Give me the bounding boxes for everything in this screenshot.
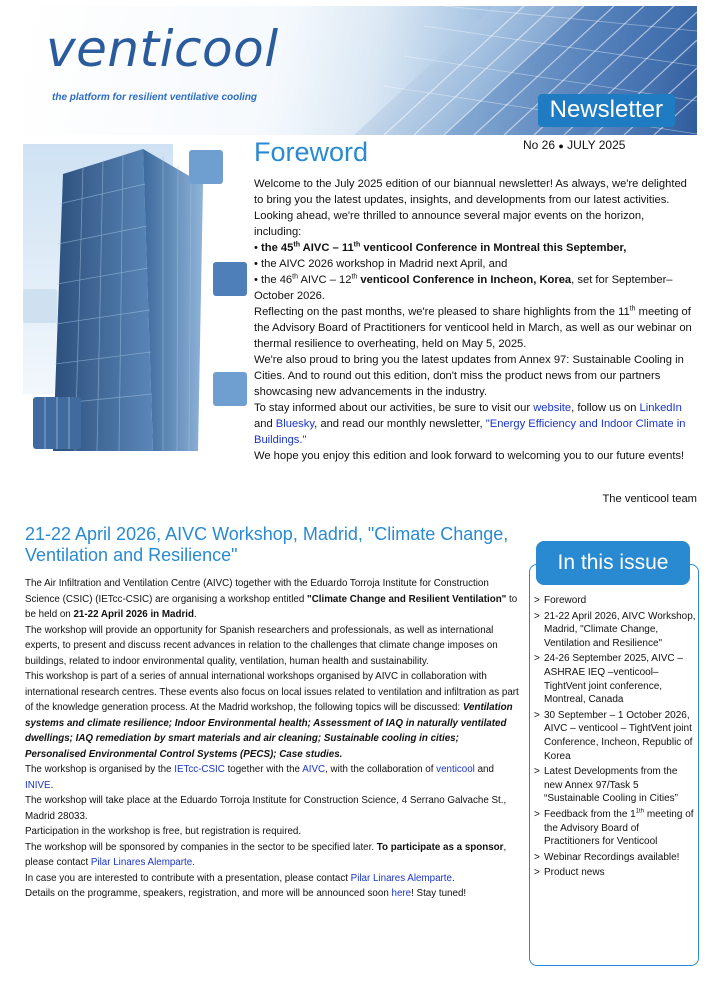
text: to be held on [25,593,518,620]
issue-bullet: ● [558,141,564,151]
text: Reflecting on the past months, we're pleased to share highlights from the 11 [254,306,630,318]
ordinal: th [353,241,361,249]
linkedin-link[interactable]: LinkedIn [639,402,682,414]
event-text: the 45 [261,242,294,254]
toc-item[interactable] [534,652,696,706]
ordinal: th [292,273,298,281]
bullet: • [254,242,262,254]
details-here-link[interactable]: here [391,888,412,899]
toc-item[interactable] [534,594,696,608]
foreword-reflection [254,304,694,352]
website-link[interactable]: website [533,402,572,414]
contact-presentation-link[interactable]: Pilar Linares Alemparte [350,872,452,884]
bluesky-link[interactable]: Bluesky [275,418,315,430]
workshop-para [25,669,522,762]
foreword-intro: Welcome to the July 2025 edition of our biannual newsletter! As always, we're delighted to bring you the latest updates, insights, and developments from our latest activities. Looking ahead, we're thrilled to announce several major events on the horizon, including: [254,178,687,238]
toc-item-label: 21-22 April 2026, AIVC Workshop, Madrid, "Climate Change, Ventilation and Resilience" [544,610,696,649]
text: meeting of the Advisory Board of Practitioners for Venticool [544,808,694,848]
event-text: the 46 [261,274,293,286]
toc-item[interactable] [534,765,696,806]
workshop-para: The workshop will provide an opportunity for Spanish researchers and professionals, as well as international experts, to present and discuss recent advances in relation to the challenges that climate change imposes on buildings, related to indoor environmental quality, ventilation, human health and sustainability. [25,624,498,667]
workshop-para [25,886,522,902]
text: This workshop is part of a series of annual international workshops organised by AIVC in collaboration with international research centres. These events also focus on local issues related to ventilation and infiltration as part of the knowledge generation process. At the Madrid workshop, the following topics will be discussed: [25,671,519,713]
text: , with the collaboration of [325,764,437,775]
skyscrapers-photo [23,144,247,451]
chevron-right-icon: > [534,709,540,721]
ietcc-csic-link[interactable]: IETcc-CSIC [174,764,225,775]
toc-item-label: Product news [544,867,605,879]
text: , follow us on [571,402,640,414]
sponsor-text: To participate as a sponsor [376,841,504,853]
workshop-para [25,871,522,887]
foreword-annex: We're also proud to bring you the latest updates from Annex 97: Sustainable Cooling in Cities. And to round out this edition, don't miss the product news from our partners showcasing new advancements in the industry. [254,354,684,398]
event-text: AIVC – 11 [299,242,354,254]
text: To stay informed about our activities, be sure to visit our [254,402,534,414]
text: The workshop will be sponsored by companies in the sector to be specified later. [25,841,377,853]
text: meeting of the Advisory Board of Practitioners for venticool held in March, as well as our webinar on thermal resilience to overheating, held on May 5, 2025. [254,306,692,350]
text: . [192,857,195,868]
event-text: venticool Conference in Montreal this September [360,242,624,254]
text: . [50,779,54,791]
foreword-closing: We hope you enjoy this edition and look forward to welcoming you to our future events! [254,450,685,462]
venticool-logo: venticool [46,20,279,78]
chevron-right-icon: > [534,653,540,665]
bullet: • [254,274,262,286]
text: . [451,872,455,884]
foreword-heading: Foreword [254,137,369,167]
chevron-right-icon: > [534,867,540,879]
text: and [254,418,276,430]
chevron-right-icon: > [534,851,540,863]
foreword-body [254,176,694,464]
workshop-para: Participation in the workshop is free, but registration is required. [25,826,302,837]
workshop-topics: Ventilation systems and climate resilience; Indoor Environmental health; Assessment of IAQ in naturally ventilated dwellings; IAQ remediation by smart materials and air cleaning; Sustainable cooling in cities; Personalised Environmental Control Systems (PECS); Case studies. [25,702,513,760]
aivc-link[interactable]: AIVC [302,764,326,775]
ordinal: th [293,241,300,249]
toc-item-label: 30 September – 1 October 2026, AIVC – venticool – TightVent joint Conference, Incheon, Republic of Korea [544,709,693,762]
text: , please contact [25,841,507,868]
event-montreal [254,240,694,256]
chevron-right-icon: > [534,808,540,820]
ordinal: 1th [635,808,645,815]
toc-item-label: 24-26 September 2025, AIVC – ASHRAE IEQ –venticool– TightVent joint conference, Montreal, Canada [544,653,683,706]
text: The Air Infiltration and Ventilation Centre (AIVC) together with the Eduardo Torroja Institute for Construction Science (CSIC) (IETcc-CSIC) are organising a workshop entitled [25,578,489,605]
event-text: , set for September–October 2026. [254,274,673,302]
text: , and read our monthly newsletter, [314,418,486,430]
text: In case you are interested to contribute with a presentation, please contact [25,872,351,884]
contact-sponsor-link[interactable]: Pilar Linares Alemparte [90,857,193,868]
issue-number [523,138,625,152]
chevron-right-icon: > [534,595,540,606]
toc-item[interactable] [534,610,696,651]
text: together with the [224,764,303,775]
bullet: • [254,258,262,270]
event-text: the AIVC 2026 workshop in Madrid next April, and [261,258,508,270]
event-text: venticool Conference in Incheon, Korea [357,274,572,286]
in-this-issue-list [534,594,696,882]
toc-item-label: Webinar Recordings available! [544,851,680,863]
text: . [194,609,197,620]
venticool-link[interactable]: venticool [436,764,475,775]
monthly-newsletter-link[interactable]: "Energy Efficiency and Indoor Climate in Buildings." [254,418,686,446]
inive-link[interactable]: INIVE [25,779,51,791]
toc-item[interactable] [534,709,696,763]
text: The workshop is organised by the [25,764,175,775]
issue-no: No 26 [523,138,556,152]
text: ! Stay tuned! [411,888,467,899]
workshop-heading: 21-22 April 2026, AIVC Workshop, Madrid, "Climate Change, Ventilation and Resilience" [25,524,509,565]
toc-item-label: Latest Developments from the new Annex 97/Task 5 “Sustainable Cooling in Cities” [544,766,678,805]
chevron-right-icon: > [534,766,540,778]
issue-date: JULY 2025 [567,138,626,152]
toc-item[interactable] [534,866,696,880]
text: and [474,764,494,775]
toc-item-label [544,808,696,849]
text: Feedback from the 1 [544,808,636,820]
event-text: AIVC – 12 [297,274,352,286]
event-text: , [623,242,627,254]
workshop-body [25,576,522,902]
workshop-date: 21-22 April 2026 in Madrid [73,609,194,620]
foreword-stay-informed [254,400,694,448]
brand-tagline: the platform for resilient ventilative cooling [52,92,258,103]
ordinal: th [351,273,358,281]
foreword-signature: The venticool team [602,493,697,505]
ordinal: th [629,305,636,313]
toc-item[interactable] [534,851,696,865]
in-this-issue-heading: In this issue [536,541,690,585]
newsletter-label: Newsletter [538,94,675,127]
chevron-right-icon: > [534,610,540,622]
workshop-name: "Climate Change and Resilient Ventilation" [307,593,507,605]
workshop-para [25,840,522,871]
workshop-para: The workshop will take place at the Eduardo Torroja Institute for Construction Science, 4 Serrano Galvache St., Madrid 28033. [25,795,507,822]
event-madrid [254,256,694,272]
newsletter-banner [24,6,697,135]
event-incheon [254,272,694,304]
toc-item-label: Foreword [544,595,587,606]
toc-item[interactable] [534,808,696,849]
workshop-para [25,762,522,793]
text: Details on the programme, speakers, registration, and more will be announced soon [25,888,392,899]
workshop-para [25,576,522,623]
